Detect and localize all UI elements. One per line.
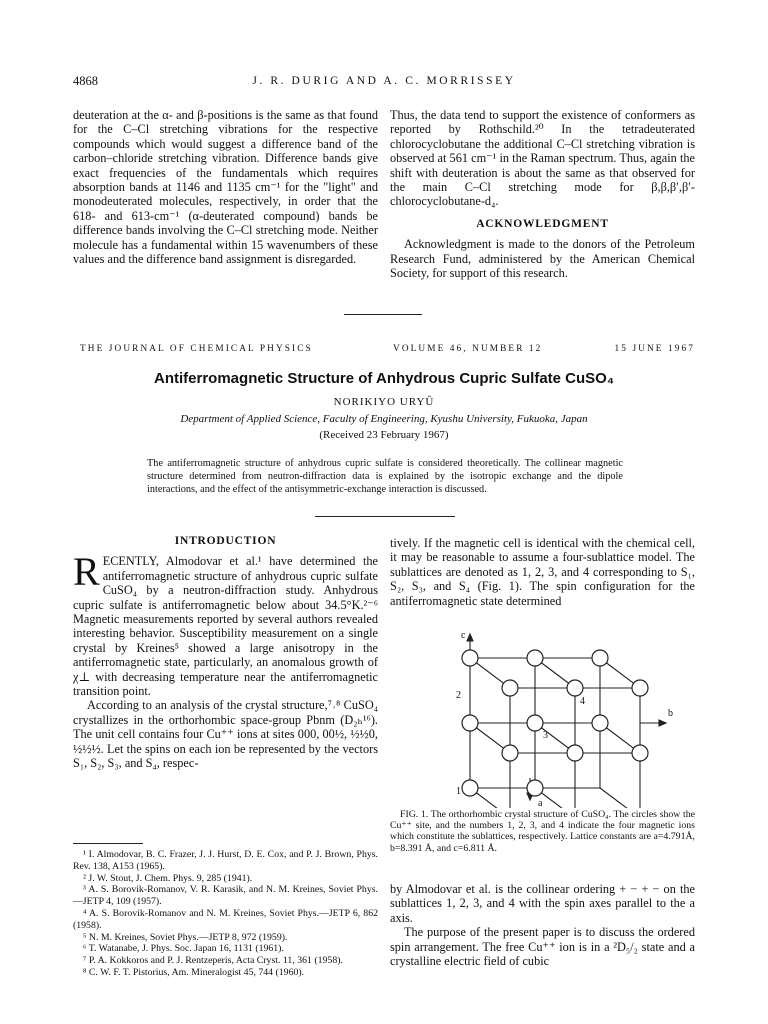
running-head: J. R. DURIG AND A. C. MORRISSEY	[252, 75, 516, 87]
cu-site	[462, 715, 478, 731]
footnote: ⁸ C. W. F. T. Pistorius, Am. Mineralogist 45, 744 (1960).	[83, 966, 305, 978]
abstract: The antiferromagnetic structure of anhydrous cupric sulfate is considered theoretically. The collinear magnetic structure determined from neutron-diffraction data is explained by the isotropic exchange and the dipole interactions, and the effect of the antisymmetric-exchange interaction is discussed.	[147, 458, 623, 495]
footnote: ⁴ A. S. Borovik-Romanov and N. M. Kreines, Soviet Phys.—JETP 6, 862 (1958).	[73, 907, 378, 931]
figure-caption	[390, 809, 695, 854]
intro-paragraph-1: ECENTLY, Almodovar et al.¹ have determined the antiferromagnetic structure of anhydrous cupric sulfate CuSO₄ by a neutron-diffraction study. Anhydrous cupric sulfate is antiferromagnetic below about 34.5°K.²⁻⁶ Magnetic measurements reported by several authors revealed interesting behavior. Susceptibility measurement on a single crystal by Kreines⁵ showed a large anisotropy in the antiferromagnetic state, particularly, an anomalous growth of χ⊥ with decreasing temperature near the antiferromagnetic transition point.	[73, 554, 378, 699]
received-date: (Received 23 February 1967)	[319, 429, 449, 441]
site-label-2: 2	[456, 690, 461, 701]
drop-cap: R	[73, 549, 100, 595]
cu-site	[502, 745, 518, 761]
prev-article-right-text: Thus, the data tend to support the existence of conformers as reported by Rothschild.²⁰ In the tetradeuterated chlorocyclobutane the additional C–Cl stretching vibration is observed at 561 cm⁻¹ in the Raman spectrum. Thus, again the shift with deuteration is about the same as that observed for the main C–Cl stretching mode for β,β,β′,β′-chlorocyclobutane-d₄.	[390, 108, 695, 209]
footnote: ⁷ P. A. Kokkoros and P. J. Rentzeperis, Acta Cryst. 11, 361 (1958).	[83, 955, 343, 967]
journal-name: THE JOURNAL OF CHEMICAL PHYSICS	[80, 344, 313, 354]
right-column-bottom	[390, 882, 695, 968]
crystal-structure-figure	[440, 628, 680, 808]
journal-volume: VOLUME 46, NUMBER 12	[393, 344, 543, 354]
article-author: NORIKIYO URYÛ	[333, 396, 435, 408]
c-axis-arrow	[467, 634, 473, 641]
acknowledgment-text: Acknowledgment is made to the donors of the Petroleum Research Fund, administered by the American Chemical Society, for support of this research.	[390, 237, 695, 281]
cu-site	[527, 650, 543, 666]
footnote: ¹ I. Almodovar, B. C. Frazer, J. J. Hurst, D. E. Cox, and P. J. Brown, Phys. Rev. 138, A153 (1965).	[73, 849, 378, 872]
prev-article-right-column	[390, 108, 695, 280]
cu-site	[592, 715, 608, 731]
right-paragraph-3: The purpose of the present paper is to discuss the ordered spin arrangement. The free Cu⁺⁺ ion is in a ²D₅/₂ state and a crystalline electric field of cubic	[390, 925, 695, 969]
right-column-top	[390, 536, 695, 608]
footnotes	[73, 849, 378, 979]
intro-heading: INTRODUCTION	[174, 535, 277, 547]
cu-site	[502, 680, 518, 696]
site-label-1: 1	[456, 786, 461, 797]
site-label-3: 3	[543, 730, 548, 741]
page-header	[73, 74, 695, 92]
article-title: Antiferromagnetic Structure of Anhydrous Cupric Sulfate CuSO₄	[154, 370, 614, 387]
article-separator-rule	[344, 314, 422, 315]
cu-site	[632, 680, 648, 696]
cu-site	[462, 650, 478, 666]
intro-paragraph-2: According to an analysis of the crystal structure,⁷˒⁸ CuSO₄ crystallizes in the orthorhombic space-group Pbnm (D₂ₕ¹⁶). The unit cell contains four Cu⁺⁺ ions at sites 000, 00½, ½½0, ½½½. Let the spins on each ion be represented by the vectors S₁, S₂, S₃, and S₄, respec-	[73, 698, 378, 771]
acknowledgment-heading: ACKNOWLEDGMENT	[476, 217, 609, 230]
prev-article-left-column	[73, 108, 378, 266]
article-affiliation: Department of Applied Science, Faculty of Engineering, Kyushu University, Fukuoka, Japan	[180, 413, 588, 425]
intro-column	[73, 534, 378, 771]
prev-article-left-text: deuteration at the α- and β-positions is the same as that found for the C–Cl stretching vibrations for the respective compounds which would suggest a difference band of the carbon–chloride stretching vibration. Difference bands give exact frequencies of the fundamentals which requires absorption bands at 1146 and 1135 cm⁻¹ for the "light" and monodeuterated molecules, respectively, in order that the 618- and 613-cm⁻¹ (α-deuterated compound) bands be difference bands involving the C–Cl stretching mode. Neither molecule has a fundamental within 15 wavenumbers of these values and the difference band assignment is disregarded.	[73, 108, 378, 267]
cu-site	[527, 780, 543, 796]
footnote: ² J. W. Stout, J. Chem. Phys. 9, 285 (1941).	[83, 872, 253, 884]
footnote: ⁵ N. M. Kreines, Soviet Phys.—JETP 8, 972 (1959).	[83, 931, 288, 943]
right-paragraph-1: tively. If the magnetic cell is identical with the chemical cell, it may be reasonable to assume a four-sublattice model. The sublattices are denoted as 1, 2, 3, and 4 corresponding to S₁, S₂, S₃, and S₄ (Fig. 1). The spin configuration for the antiferromagnetic state determined	[390, 536, 695, 608]
b-axis-arrow	[659, 720, 666, 726]
cu-site	[567, 745, 583, 761]
axis-label-c: c	[461, 630, 466, 641]
footnote: ³ A. S. Borovik-Romanov, V. R. Karasik, and N. M. Kreines, Soviet Phys.—JETP 4, 109 (1957).	[73, 884, 378, 908]
abstract-rule	[315, 516, 455, 517]
cu-site	[527, 715, 543, 731]
site-label-4: 4	[580, 696, 585, 707]
right-paragraph-2: by Almodovar et al. is the collinear ordering + − + − on the sublattices 1, 2, 3, and 4 with the spin axes parallel to the a axis.	[390, 882, 695, 925]
figure-caption-text: FIG. 1. The orthorhombic crystal structure of CuSO₄. The circles show the Cu⁺⁺ site, and the numbers 1, 2, 3, and 4 indicate the four magnetic ions which constitute the sublattices, respectively. Lattice constants are a=4.791Å, b=8.391 Å, and c=6.811 Å.	[390, 809, 695, 854]
axis-label-b: b	[668, 708, 673, 719]
journal-date: 15 JUNE 1967	[614, 344, 695, 354]
cu-site	[567, 680, 583, 696]
page-number: 4868	[73, 74, 98, 88]
cu-site	[632, 745, 648, 761]
cu-site	[592, 650, 608, 666]
footnote: ⁶ T. Watanabe, J. Phys. Soc. Japan 16, 1131 (1961).	[83, 943, 284, 955]
footnote-rule	[73, 843, 143, 844]
axis-label-a: a	[538, 798, 543, 808]
cu-site	[462, 780, 478, 796]
